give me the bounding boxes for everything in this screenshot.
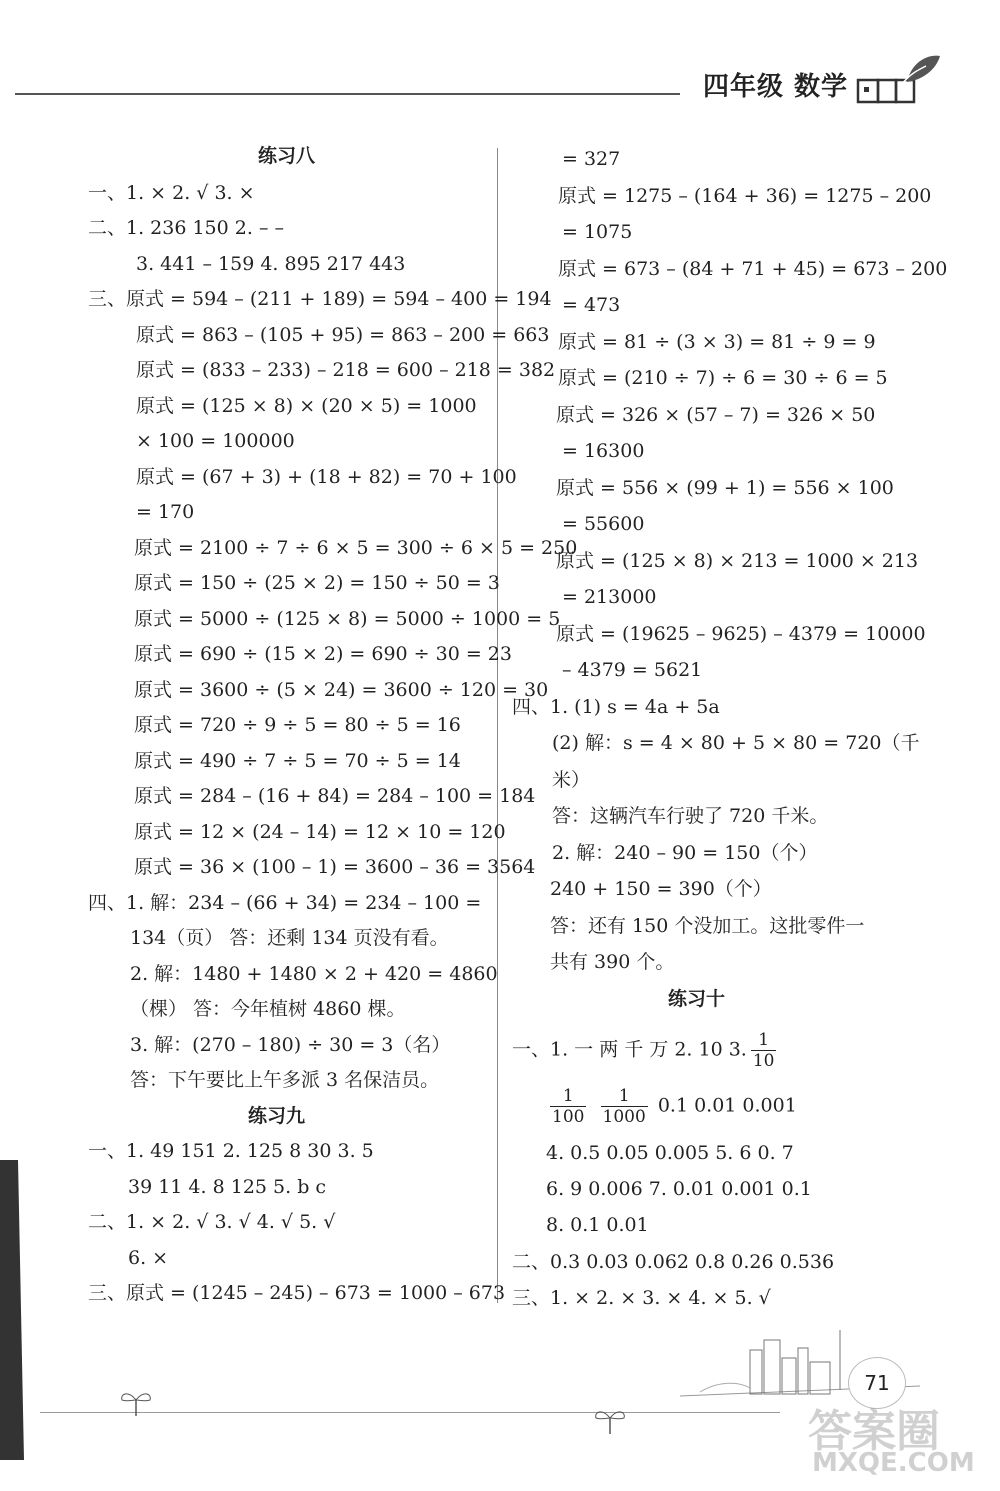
header-title: 四年级 数学 [703, 72, 849, 102]
fraction [550, 1086, 586, 1127]
answer-line: – 4379 = 5621 [562, 659, 703, 681]
leaf-logo-icon [852, 50, 942, 110]
answer-line: 4. 0.5 0.05 0.005 5. 6 0. 7 [546, 1142, 794, 1164]
answer-line: 6. × [128, 1247, 169, 1269]
page-number: 71 [848, 1357, 906, 1409]
answer-line: × 100 = 100000 [136, 430, 295, 452]
page-edge-shadow [0, 1160, 30, 1460]
answer-line: 原式 = 720 ÷ 9 ÷ 5 = 80 ÷ 5 = 16 [134, 714, 461, 736]
answer-line: 2. 解：240 – 90 = 150（个） [552, 842, 818, 864]
answer-line: 一、1. 49 151 2. 125 8 30 3. 5 [88, 1140, 374, 1162]
answer-line: 6. 9 0.006 7. 0.01 0.001 0.1 [546, 1178, 812, 1200]
answer-line: 三、1. × 2. × 3. × 4. × 5. √ [512, 1287, 771, 1309]
answer-line: 原式 = (210 ÷ 7) ÷ 6 = 30 ÷ 6 = 5 [558, 367, 888, 389]
answer-line: 四、1. (1) s = 4a + 5a [512, 696, 720, 718]
answer-line: 答：下午要比上午多派 3 名保洁员。 [130, 1069, 440, 1091]
answer-line: 原式 = 863 – (105 + 95) = 863 – 200 = 663 [136, 324, 550, 346]
answer-line: 原式 = 326 × (57 – 7) = 326 × 50 [556, 404, 876, 426]
sprout-icon [118, 1386, 154, 1418]
answer-line [546, 1086, 797, 1127]
answer-line: 米） [552, 769, 591, 791]
section-title-exercise-8: 练习八 [258, 145, 316, 167]
answer-line: = 55600 [562, 513, 645, 535]
answer-line: 原式 = 673 – (84 + 71 + 45) = 673 – 200 [558, 258, 948, 280]
answer-line: 三、原式 = (1245 – 245) – 673 = 1000 – 673 [88, 1282, 506, 1304]
answer-line: 原式 = (67 + 3) + (18 + 82) = 70 + 100 [136, 466, 517, 488]
answer-line: 原式 = 556 × (99 + 1) = 556 × 100 [556, 477, 894, 499]
header-rule [15, 93, 680, 95]
answer-line: 2. 解：1480 + 1480 × 2 + 420 = 4860 [130, 963, 498, 985]
answer-line: 3. 解：(270 – 180) ÷ 30 = 3（名） [130, 1034, 451, 1056]
section-title-exercise-10: 练习十 [668, 988, 726, 1010]
answer-text: 一、1. 一 两 千 万 2. 10 3. [512, 1038, 747, 1061]
fraction-denominator: 1000 [602, 1107, 646, 1127]
answer-line: 二、1. 236 150 2. – – [88, 217, 284, 239]
fraction-numerator: 1 [601, 1086, 648, 1107]
section-title-exercise-9: 练习九 [248, 1105, 306, 1127]
fraction-numerator: 1 [550, 1086, 586, 1107]
answer-line: 39 11 4. 8 125 5. b c [128, 1176, 327, 1198]
answer-line: 一、1. × 2. √ 3. × [88, 182, 255, 204]
answer-line: 原式 = 36 × (100 – 1) = 3600 – 36 = 3564 [134, 856, 536, 878]
answer-line: 共有 390 个。 [550, 951, 675, 973]
answer-line: 原式 = 1275 – (164 + 36) = 1275 – 200 [558, 185, 932, 207]
sprout-icon [592, 1404, 628, 1436]
answer-line: 原式 = 81 ÷ (3 × 3) = 81 ÷ 9 = 9 [558, 331, 876, 353]
answer-line: = 327 [562, 148, 621, 170]
fraction [751, 1030, 777, 1071]
answer-line: = 473 [562, 294, 621, 316]
watermark-text: 答案圈 [808, 1406, 940, 1457]
answer-line: 答：还有 150 个没加工。这批零件一 [550, 915, 865, 937]
fraction-denominator: 10 [752, 1051, 775, 1071]
answer-line: 三、原式 = 594 – (211 + 189) = 594 – 400 = 194 [88, 288, 552, 310]
answer-line: 原式 = 690 ÷ (15 × 2) = 690 ÷ 30 = 23 [134, 643, 512, 665]
answer-line: 原式 = 2100 ÷ 7 ÷ 6 × 5 = 300 ÷ 6 × 5 = 250 [134, 537, 578, 559]
answer-line: 原式 = 490 ÷ 7 ÷ 5 = 70 ÷ 5 = 14 [134, 750, 461, 772]
fraction-denominator: 100 [552, 1107, 585, 1127]
answer-line: （棵） 答：今年植树 4860 棵。 [130, 998, 406, 1020]
fraction-numerator: 1 [751, 1030, 777, 1051]
answer-line: 四、1. 解：234 – (66 + 34) = 234 – 100 = [88, 892, 482, 914]
answer-line: 原式 = 284 – (16 + 84) = 284 – 100 = 184 [134, 785, 536, 807]
answer-line: (2) 解：s = 4 × 80 + 5 × 80 = 720（千 [552, 732, 920, 754]
answer-line: 3. 441 – 159 4. 895 217 443 [136, 253, 406, 275]
answer-line: 原式 = 150 ÷ (25 × 2) = 150 ÷ 50 = 3 [134, 572, 500, 594]
answer-line: 原式 = (19625 – 9625) – 4379 = 10000 [556, 623, 926, 645]
answer-line: 二、0.3 0.03 0.062 0.8 0.26 0.536 [512, 1251, 835, 1273]
answer-line: 原式 = (125 × 8) × (20 × 5) = 1000 [136, 395, 477, 417]
watermark-url: MXQE.COM [812, 1448, 975, 1478]
answer-line: 原式 = (125 × 8) × 213 = 1000 × 213 [556, 550, 919, 572]
answer-line: 134（页） 答：还剩 134 页没有看。 [130, 927, 449, 949]
fraction [601, 1086, 648, 1127]
answer-line [512, 1030, 780, 1071]
answer-line: 二、1. × 2. √ 3. √ 4. √ 5. √ [88, 1211, 336, 1233]
answer-line: 答：这辆汽车行驶了 720 千米。 [552, 805, 829, 827]
answer-line: 原式 = 5000 ÷ (125 × 8) = 5000 ÷ 1000 = 5 [134, 608, 561, 630]
answer-line: 原式 = 12 × (24 – 14) = 12 × 10 = 120 [134, 821, 506, 843]
answer-line: 原式 = 3600 ÷ (5 × 24) = 3600 ÷ 120 = 30 [134, 679, 549, 701]
answer-line: = 1075 [562, 221, 633, 243]
answer-line: = 16300 [562, 440, 645, 462]
answer-line: 8. 0.1 0.01 [546, 1214, 649, 1236]
answer-line: = 213000 [562, 586, 657, 608]
answer-line: 240 + 150 = 390（个） [550, 878, 772, 900]
answer-line: = 170 [136, 501, 195, 523]
answer-text: 0.1 0.01 0.001 [657, 1094, 797, 1117]
answer-line: 原式 = (833 – 233) – 218 = 600 – 218 = 382 [136, 359, 556, 381]
